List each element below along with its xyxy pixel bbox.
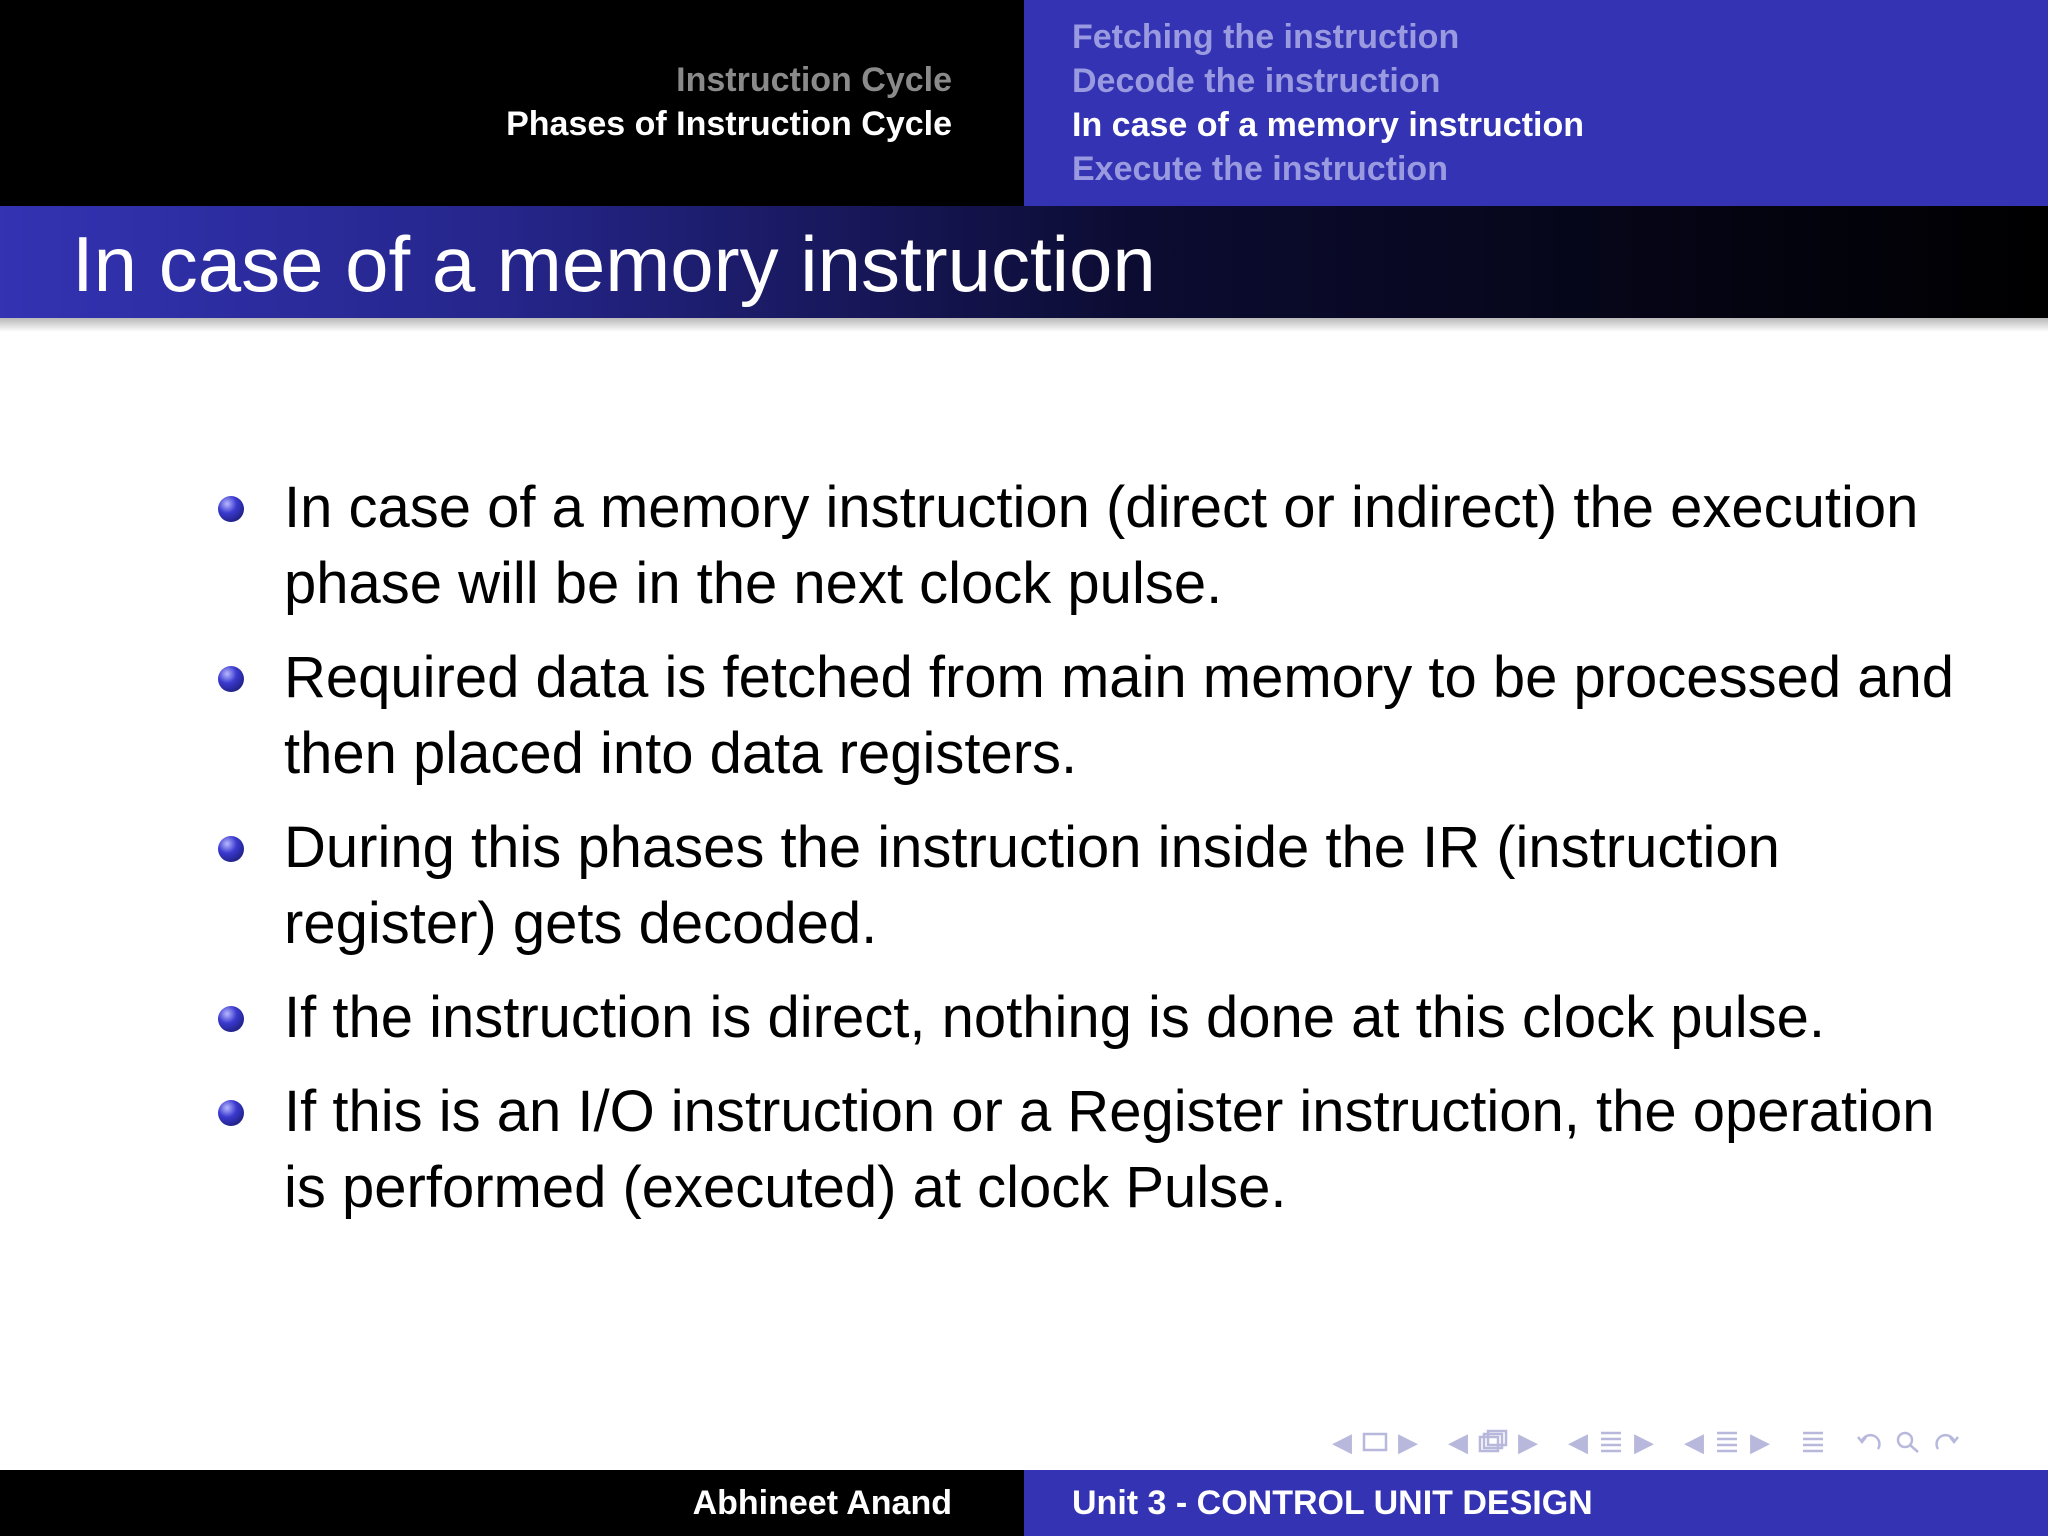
nav-subsection-memory-instruction[interactable]: In case of a memory instruction bbox=[1072, 106, 1585, 144]
prev-frame-icon[interactable]: ◀ bbox=[1448, 1427, 1468, 1457]
nav-subsection-execute[interactable]: Execute the instruction bbox=[1072, 150, 1448, 188]
section-nav-group bbox=[1684, 1422, 1780, 1462]
bullet-item bbox=[210, 1074, 1970, 1226]
subsection-icon[interactable] bbox=[1598, 1429, 1624, 1455]
frame-title-bar bbox=[0, 206, 2048, 318]
bullet-text: Required data is fetched from main memory to be processed and then placed into data registers. bbox=[284, 645, 1954, 786]
frame-nav-group bbox=[1448, 1422, 1548, 1462]
bullet-item bbox=[210, 470, 1970, 622]
bullet-text: During this phases the instruction inside the IR (instruction register) gets decoded. bbox=[284, 815, 1780, 956]
prev-subsection-icon[interactable]: ◀ bbox=[1568, 1427, 1588, 1457]
nav-section-instruction-cycle[interactable]: Instruction Cycle bbox=[676, 61, 952, 99]
slide-content bbox=[210, 470, 1970, 1244]
footer-author: Abhineet Anand bbox=[0, 1470, 1024, 1536]
document-nav-group bbox=[1800, 1429, 1836, 1455]
bullet-item bbox=[210, 810, 1970, 962]
nav-section-phases-of-instruction-cycle[interactable]: Phases of Instruction Cycle bbox=[506, 105, 952, 143]
forward-icon[interactable] bbox=[1932, 1429, 1960, 1455]
next-frame-icon[interactable]: ▶ bbox=[1518, 1427, 1538, 1457]
search-icon[interactable] bbox=[1894, 1429, 1922, 1455]
bullet-list bbox=[210, 470, 1970, 1226]
bullet-item bbox=[210, 640, 1970, 792]
prev-slide-icon[interactable]: ◀ bbox=[1332, 1427, 1352, 1457]
frame-title: In case of a memory instruction bbox=[72, 220, 1156, 308]
section-navigation bbox=[0, 0, 1024, 206]
bullet-text: If the instruction is direct, nothing is done at this clock pulse. bbox=[284, 985, 1826, 1050]
bullet-ball-icon bbox=[218, 1006, 244, 1032]
frame-icon[interactable] bbox=[1478, 1429, 1508, 1455]
title-shadow bbox=[0, 318, 2048, 332]
back-icon[interactable] bbox=[1856, 1429, 1884, 1455]
footline bbox=[0, 1470, 2048, 1536]
prev-section-icon[interactable]: ◀ bbox=[1684, 1427, 1704, 1457]
search-nav-group bbox=[1856, 1429, 1970, 1455]
next-subsection-icon[interactable]: ▶ bbox=[1634, 1427, 1654, 1457]
next-section-icon[interactable]: ▶ bbox=[1750, 1427, 1770, 1457]
nav-subsection-fetching[interactable]: Fetching the instruction bbox=[1072, 18, 1460, 56]
headline bbox=[0, 0, 2048, 206]
beamer-navigation-symbols bbox=[1332, 1422, 2032, 1462]
slide-icon[interactable] bbox=[1362, 1431, 1388, 1453]
document-icon[interactable] bbox=[1800, 1429, 1826, 1455]
bullet-ball-icon bbox=[218, 496, 244, 522]
bullet-item bbox=[210, 980, 1970, 1056]
bullet-text: If this is an I/O instruction or a Register instruction, the operation is performed (executed) at clock Pulse. bbox=[284, 1079, 1935, 1220]
footer-title: Unit 3 - CONTROL UNIT DESIGN bbox=[1024, 1470, 2048, 1536]
nav-subsection-decode[interactable]: Decode the instruction bbox=[1072, 62, 1441, 100]
subsection-navigation bbox=[1024, 0, 2048, 206]
bullet-ball-icon bbox=[218, 836, 244, 862]
next-slide-icon[interactable]: ▶ bbox=[1398, 1427, 1418, 1457]
section-icon[interactable] bbox=[1714, 1429, 1740, 1455]
bullet-text: In case of a memory instruction (direct or indirect) the execution phase will be in the next clock pulse. bbox=[284, 475, 1919, 616]
bullet-ball-icon bbox=[218, 666, 244, 692]
bullet-ball-icon bbox=[218, 1100, 244, 1126]
subsection-nav-group bbox=[1568, 1422, 1664, 1462]
slide-nav-group bbox=[1332, 1422, 1428, 1462]
